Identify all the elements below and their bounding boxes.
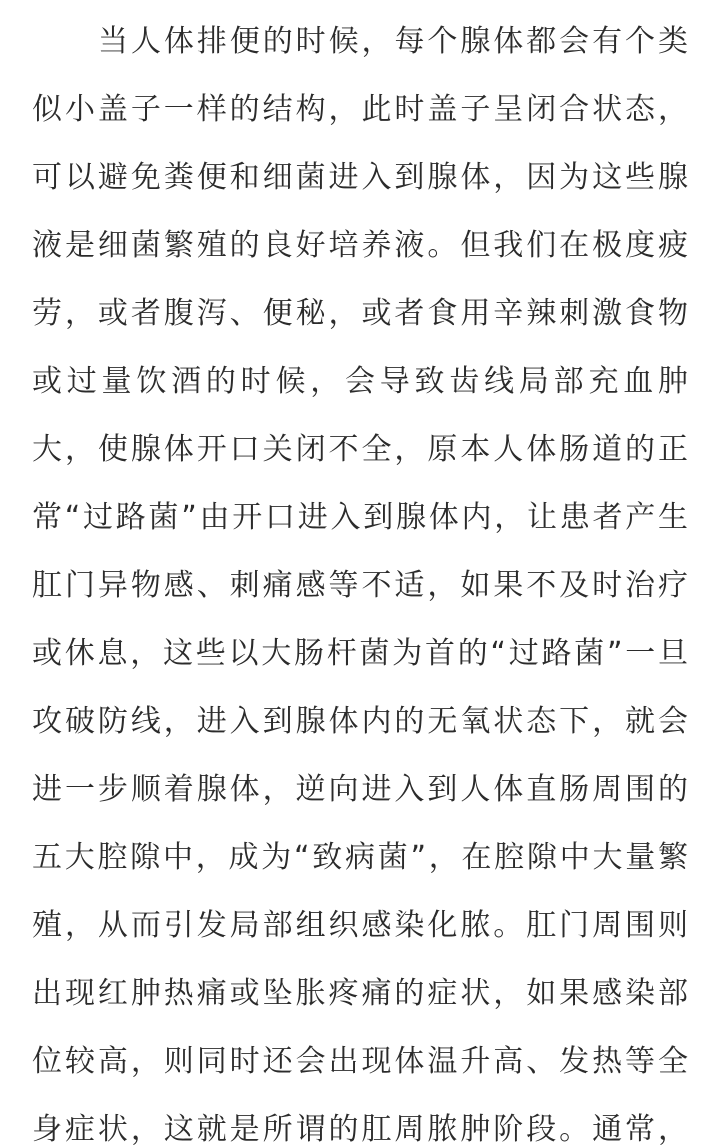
paragraph-line-12: 进一步顺着腺体，逆向进入到人体直肠周围的 — [32, 772, 688, 807]
paragraph-line-5: 劳，或者腹泻、便秘，或者食用辛辣刺激食物 — [32, 296, 688, 331]
paragraph-line-7: 大，使腺体开口关闭不全，原本人体肠道的正 — [32, 432, 688, 467]
paragraph-line-10: 或休息，这些以大肠杆菌为首的“过路菌”一旦 — [32, 636, 688, 671]
paragraph-line-2: 似小盖子一样的结构，此时盖子呈闭合状态， — [32, 92, 688, 127]
paragraph-line-14: 殖，从而引发局部组织感染化脓。肛门周围则 — [32, 908, 688, 943]
paragraph-line-8: 常“过路菌”由开口进入到腺体内，让患者产生 — [32, 500, 688, 535]
paragraph-line-6: 或过量饮酒的时候，会导致齿线局部充血肿 — [32, 364, 688, 399]
paragraph-line-13: 五大腔隙中，成为“致病菌”，在腔隙中大量繁 — [32, 840, 688, 875]
paragraph-line-16: 位较高，则同时还会出现体温升高、发热等全 — [32, 1044, 688, 1079]
paragraph-line-3: 可以避免粪便和细菌进入到腺体，因为这些腺 — [32, 160, 688, 195]
paragraph-line-15: 出现红肿热痛或坠胀疼痛的症状，如果感染部 — [32, 976, 688, 1011]
paragraph-line-11: 攻破防线，进入到腺体内的无氧状态下，就会 — [32, 704, 688, 739]
paragraph-line-9: 肛门异物感、刺痛感等不适，如果不及时治疗 — [32, 568, 688, 603]
paragraph-line-17: 身症状，这就是所谓的肛周脓肿阶段。通常， — [32, 1112, 688, 1146]
paragraph-line-4: 液是细菌繁殖的良好培养液。但我们在极度疲 — [32, 228, 688, 263]
paragraph-line-1: 当人体排便的时候，每个腺体都会有个类 — [98, 24, 688, 59]
